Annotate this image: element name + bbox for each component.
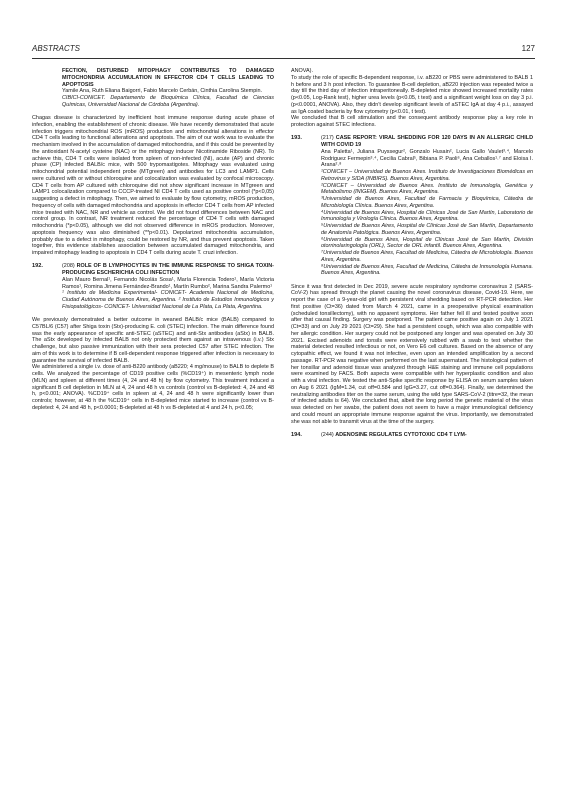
right-column: [291, 68, 533, 784]
abstract-authors: Alan Mauro Bernal¹, Fernando Nicolás Sosa¹, María Florencia Todero¹, María Victoria Ramos¹, Romina Jimena Fernández-Brando¹, Martín Rumbo², Marina Sandra Palermo¹: [62, 276, 274, 290]
abstract-193: [291, 135, 533, 277]
abstract-number: 193.: [291, 135, 302, 142]
abstract-title: CASE REPORT: VIRAL SHEDDING FOR 120 DAYS IN AN ALLERGIC CHILD WITH COVID 19: [321, 135, 533, 148]
abstract-title: ADENOSINE REGULATES CYTOTOXIC CD4 T LYM-: [335, 431, 467, 438]
abstract-authors: Ana Paletta¹, Juliana Puyssegur², Gonzalo Husain², Lucia Gallo Vaulet³˒⁴, Marcelo Rodriguez Fermepin³˒⁴, Cecilia Cabral⁵, Bibiana P. Paoli⁶, Ana Ceballos¹˒⁷ and Eloisa I. Arana²˒⁸: [321, 148, 533, 169]
abstract-number: 194.: [291, 431, 302, 438]
running-header: [32, 44, 535, 58]
abstract-affiliation: ¹ Instituto de Medicina Experimental- CONICET- Academia Nacional de Medicina, Ciudad Autónoma de Buenos Aires, Argentina. ² Instituto de Estudios Inmunológicos y Fisiopatológicos- CONICET- Universidad Nacional de La Plata, La Plata, Argentina.: [62, 290, 274, 310]
abstract-number: 192.: [32, 263, 43, 270]
continued-abstract-heading: [32, 68, 274, 109]
abstract-body: Since it was first detected in Dec 2019, severe acute respiratory syndrome coronavirus 2 (SARS-CoV-2) has spread through the planet causing the novel coronavirus disease, Covid-19. Here, we report the case of a 9-year-old girl with persistent viral shedding based on RT-PCR detection. Her first positive (Ct=36) dated from March 4 2021, came in a preoperative physical examination (scheduled tonsillectomy), with no apparent symptoms. Her father fell ill and tested positive soon after that causal finding. Surgery was postponed. The patient came positive again on July 1 2021 (Ct=33) and on July 29 2021 (Ct=29). She had a persistent cough, which was also compatible with her allergic condition. Her surgery could not be postponed any longer and was operated on July 30 2021. Excised adenoids and tonsils were extensively rubbed with a swab to test whether the material detected resulted infectious or not, on Vero E6 cell cultures. Based on the absence of any cytopathic effect, we found it was not infective, even upon an intended amplification by a second passage. RT-PCR was negative when performed on the last supernatant. The histological pattern of her tonsillar and adenoid tissue was analyzed through H&E staining and immune cell populations were examined by FACS. Both aspects were compatible with her hyperplastic condition and also with a viral infection. We tested the anti-Spike specific response by ELISA on serum samples taken on Aug 6 2021 (IgM=1.34, cut off=0.584 and IgG=3.27, cut off=0.364). Finally, we determined the neutralizing antibodies titer on the same serum, using the wild type SARS-CoV-2 (titre=32, the mean of infected adults is 64). We concluded that, albeit the long period the genetic material of the virus was detected on her swabs, the patient does not seem to have a major immunological deficiency and could mount an appropriate immune response against the virus. Importantly, we demonstrated she was not able to transmit virus at the time of the surgery.: [291, 283, 533, 425]
abstract-194: [291, 432, 533, 439]
abstract-body: Chagas disease is characterized by inefficient host immune response during acute phase of infection, enabling the establishment of chronic disease. We have recently demonstrated that acute infection triggers mitochondrial ROS (mROS) production and mitochondrial alterations in effector CD4 T cells leading to functional alterations and apoptosis. The aim of our work was to evaluate the mechanism involved in the accumulation of damaged mitochondria, and if this could be prevented by the antioxidant N-acetyl cysteine (NAC) or the mitophagy inducer Nicotinamide Riboside (NR). To achieve this, CD4 T cells were isolated from spleen of non-infected (NI), acute (AP) and chronic phase (CP) infected BALB/c mice, with 500 trypomastigotes. Mitophagy was evaluated using mitochondrial potential independent probe (MTgreen) and antibodies for LC3 and LAMP1. Cells were cultured with or without chloroquine and colocalization was evaluated by confocal microscopy. CD4 T cells from AP cultured with chloroquine did not show significant increase in MTgreen and LAMP1 colocalization compared to CCCP-treated NI CD4 T cells used as positive control (*p<0,05) suggesting a defect in mitophagy. Then, we aimed to evaluate by flow cytometry, mROS production, frequency of cells with damaged mitochondria and apoptosis in effector CD4 T cells from AP infected mice treated with NAC, NR and vehicle as control. We did not found differences between NAC and control group. In contrast, NR treatment reduced the percentage of CD4 T cells with damaged mitochondria (*p<0.05), although we did not observed difference in mROS production. Moreover, apoptosis frequency was also diminished (**p<0.01). Depolarized mitochondria accumulation, probably due to a defect in mitophagy, could be restored by NR, and thus prevent apoptosis. Taken together, this evidence stablishes association between accumulated damaged mitochondria, and impaired mitophagy leading to apoptosis in CD4 T cells during acute T. cruzi infection.: [32, 115, 274, 256]
abstract-192: [32, 263, 274, 310]
abstract-title: ROLE OF B LYMPHOCYTES IN THE IMMUNE RESPONSE TO SHIGA TOXIN- PRODUCING ESCHERICHIA COLI INFECTION: [62, 263, 274, 276]
abstract-authors: Yamile Ana, Ruth Eliana Baigorri, Fabio Marcelo Cerbán, Cinthia Carolina Stempin.: [62, 88, 262, 95]
abstract-body-paragraph: We previously demonstrated a better outcome in weaned BALB/c mice (BALB) compared to C57BL/6 (C57) after Shiga toxin (Stx)-producing E. coli (STEC) infection. The main difference found was the early appearance of specific anti-STEC (aSTEC) and anti-Stx antibodies (aStx) in BALB. The aStx developed by infected BALB not only protected them against an intravenous (i.v.) Stx challenge, but also passive immunization with their sera protected C57 after STEC infection. The aim of this work is to determine if B cell-dependent response triggered after infection is necessary to guarantee the survival of infected BALB.: [32, 317, 274, 364]
abstract-body: ANOVA). To study the role of specific B-dependent response, i.v. aB220 or PBS were administered to BALB 1 h before and 3 h post infection. To guarantee B-cell depletion, aB220 injection was repeated twice a day till the third day of infection intraperitoneally. B-depleted mice showed increased mortality rates (p<0.05, Log-Rank test), higher urea levels (p<0.05, t test) and a significant weight loss on day 3 p.i. (p<0.0001, ANOVA). Also, they didn't develop significant levels of aSTEC IgA at day 4 p.i., assayed as IgA coated bacteria by flow cytometry (p<0.01, t test). We concluded that B cell stimulation and the consequent antibody response play a key role in protection against STEC infections.: [291, 68, 533, 128]
abstract-id: (217): [321, 135, 334, 142]
left-column: [32, 68, 274, 784]
abstract-title: FECTION, DISTURBED MITOPHAGY CONTRIBUTES TO DAMAGED MITOCHONDRIA ACCUMULATION IN EFFECTOR CD4 T CELLS LEADING TO APOPTOSIS: [62, 68, 274, 88]
section-title: ABSTRACTS: [32, 44, 81, 53]
abstract-id: (208): [62, 263, 75, 270]
abstract-id: (244): [321, 431, 334, 438]
abstract-body-paragraph: We administered a single i.v. dose of anti-B220 antibody (aB220; 4 mg/mouse) to BALB to deplete B cells. We analyzed the percentage of CD19 positive cells (%CD19⁺) in mesenteric lymph node (MLN) and spleen at different times (4, 24 and 48 h) by flow cytometry. This treatment induced a significant B cell depletion in MLN at 4, 24 and 48 h vs controls (control vs B-depleted: 4, 24 and 48 h, p<0.001; ANOVA). %CD19⁺ cells in spleen at 4, 24 and 48 h were significantly lower than controls; however, at 48 h the %CD19⁺ cells in B-depleted mice started to increase (control vs B-depleted: 4, 24 and 48 h, p<0.0001; B-depleted at 48 h vs B-depleted at 4 and 24 h, p<0.05;: [32, 364, 274, 411]
abstract-affiliation: ¹CONICET – Universidad de Buenos Aires. Instituto de Investigaciones Biomédicas en Retrovirus y SIDA (INBIRS). Buenos Aires, Argentina. ²CONICET – Universidad de Buenos Aires. Instituto de Inmunología, Genética y Metabolismo (INIGEM). Buenos Aires, Argentina. ³Universidad de Buenos Aires, Facultad de Farmacia y Bioquímica, Cátedra de Microbiología Clínica. Buenos Aires, Argentina. ⁴Universidad de Buenos Aires, Hospital de Clínicas José de San Martín, Laboratorio de Inmunología y Virología Clínica. Buenos Aires, Argentina. ⁵Universidad de Buenos Aires, Hospital de Clínicas José de San Martín, Departamento de Anatomía Patológica. Buenos Aires, Argentina. ⁶Universidad de Buenos Aires, Hospital de Clínicas José de San Martín, División otorrinolaringología (ORL), Sector de ORL infantil. Buenos Aires, Argentina. ⁷Universidad de Buenos Aires, Facultad de Medicina, Cátedra de Microbiología. Buenos Aires, Argentina. ⁸Universidad de Buenos Aires, Facultad de Medicina, Cátedra de Inmunología Humana. Buenos Aires, Argentina.: [321, 169, 533, 277]
abstract-affiliation: CIBICI-CONICET. Departamento de Bioquímica Clínica, Facultad de Ciencias Químicas, Universidad Nacional de Córdoba (Argentina).: [62, 95, 274, 108]
header-rule: [32, 58, 535, 59]
page-number: 127: [521, 44, 535, 53]
